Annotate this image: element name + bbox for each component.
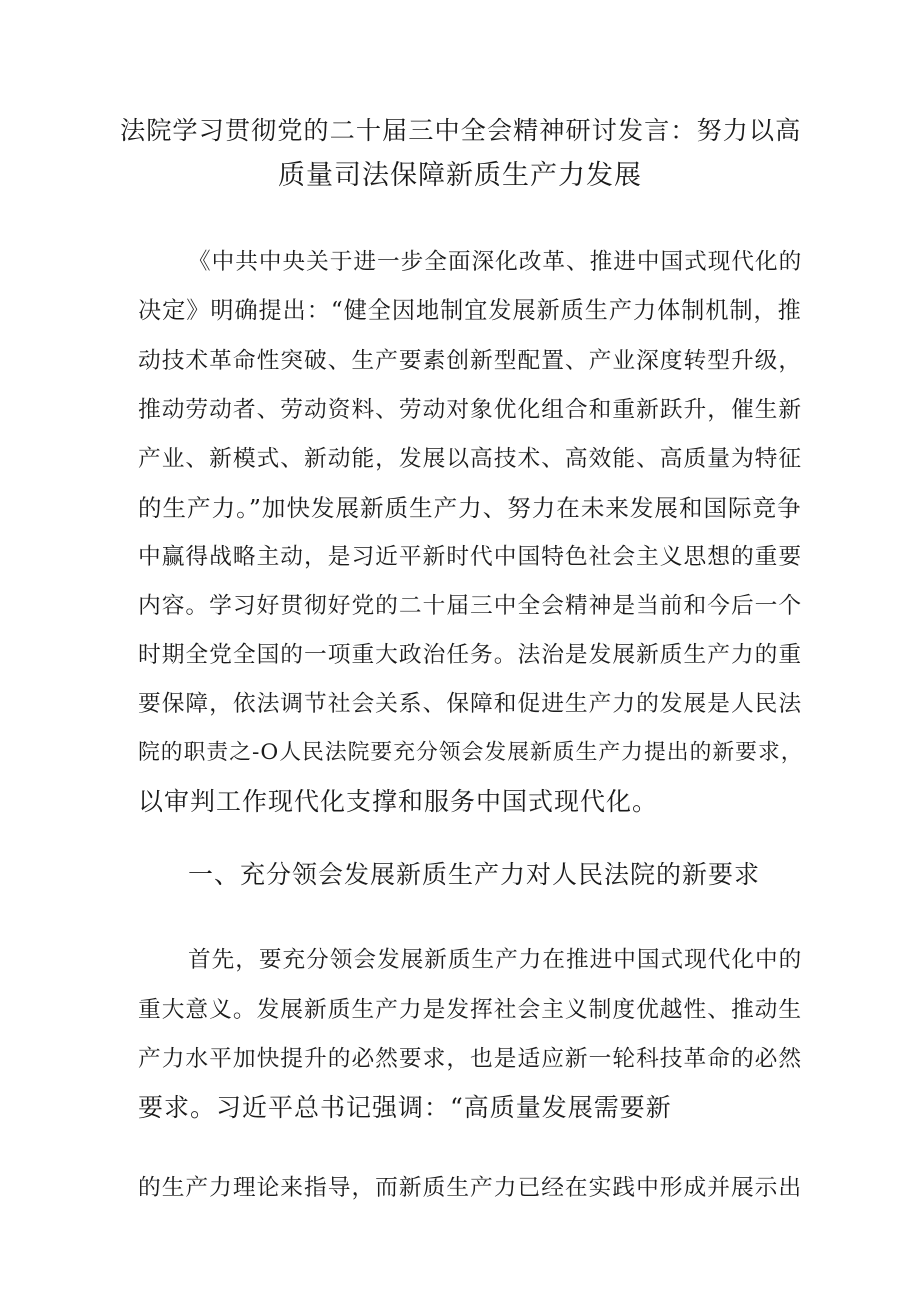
paragraph-line: 产力水平加快提升的必然要求，也是适应新一轮科技革命的必然 xyxy=(138,1046,803,1072)
document-title xyxy=(120,108,800,198)
section-heading: 一、充分领会发展新质生产力对人民法院的新要求 xyxy=(188,860,761,889)
paragraph-line: 产业、新模式、新动能，发展以高技术、高效能、高质量为特征 xyxy=(138,446,803,472)
paragraph-line: 推动劳动者、劳动资料、劳动对象优化组合和重新跃升，催生新 xyxy=(138,397,803,423)
title-line: 质量司法保障新质生产力发展 xyxy=(278,160,642,191)
paragraph-line: 中赢得战略主动，是习近平新时代中国特色社会主义思想的重要 xyxy=(138,544,803,570)
title-line: 法院学习贯彻党的二十届三中全会精神研讨发言：努力以高 xyxy=(120,116,802,145)
paragraph-line: 重大意义。发展新质生产力是发挥社会主义制度优越性、推动生 xyxy=(138,997,803,1023)
paragraph-line: 内容。学习好贯彻好党的二十届三中全会精神是当前和今后一个 xyxy=(138,593,803,619)
paragraph-line: 要求。习近平总书记强调：“高质量发展需要新 xyxy=(138,1093,672,1122)
paragraph-line: 院的职责之-O人民法院要充分领会发展新质生产力提出的新要求， xyxy=(138,740,804,765)
paragraph-line: 的生产力。”加快发展新质生产力、努力在未来发展和国际竞争 xyxy=(138,494,802,522)
paragraph-line: 的生产力理论来指导，而新质生产力已经在实践中形成并展示出 xyxy=(138,1175,803,1201)
paragraph-line: 时期全党全国的一项重大政治任务。法治是发展新质生产力的重 xyxy=(138,642,803,668)
paragraph-line: 《中共中央关于进一步全面深化改革、推进中国式现代化的 xyxy=(188,249,803,275)
paragraph-line: 动技术革命性突破、生产要素创新型配置、产业深度转型升级， xyxy=(138,348,803,374)
paragraph-line: 首先，要充分领会发展新质生产力在推进中国式现代化中的 xyxy=(188,947,803,973)
paragraph-line: 要保障，依法调节社会关系、保障和促进生产力的发展是人民法 xyxy=(138,691,803,717)
paragraph-line: 以审判工作现代化支撑和服务中国式现代化。 xyxy=(138,787,659,816)
paragraph-line: 决定》明确提出：“健全因地制宜发展新质生产力体制机制，推 xyxy=(138,298,802,324)
